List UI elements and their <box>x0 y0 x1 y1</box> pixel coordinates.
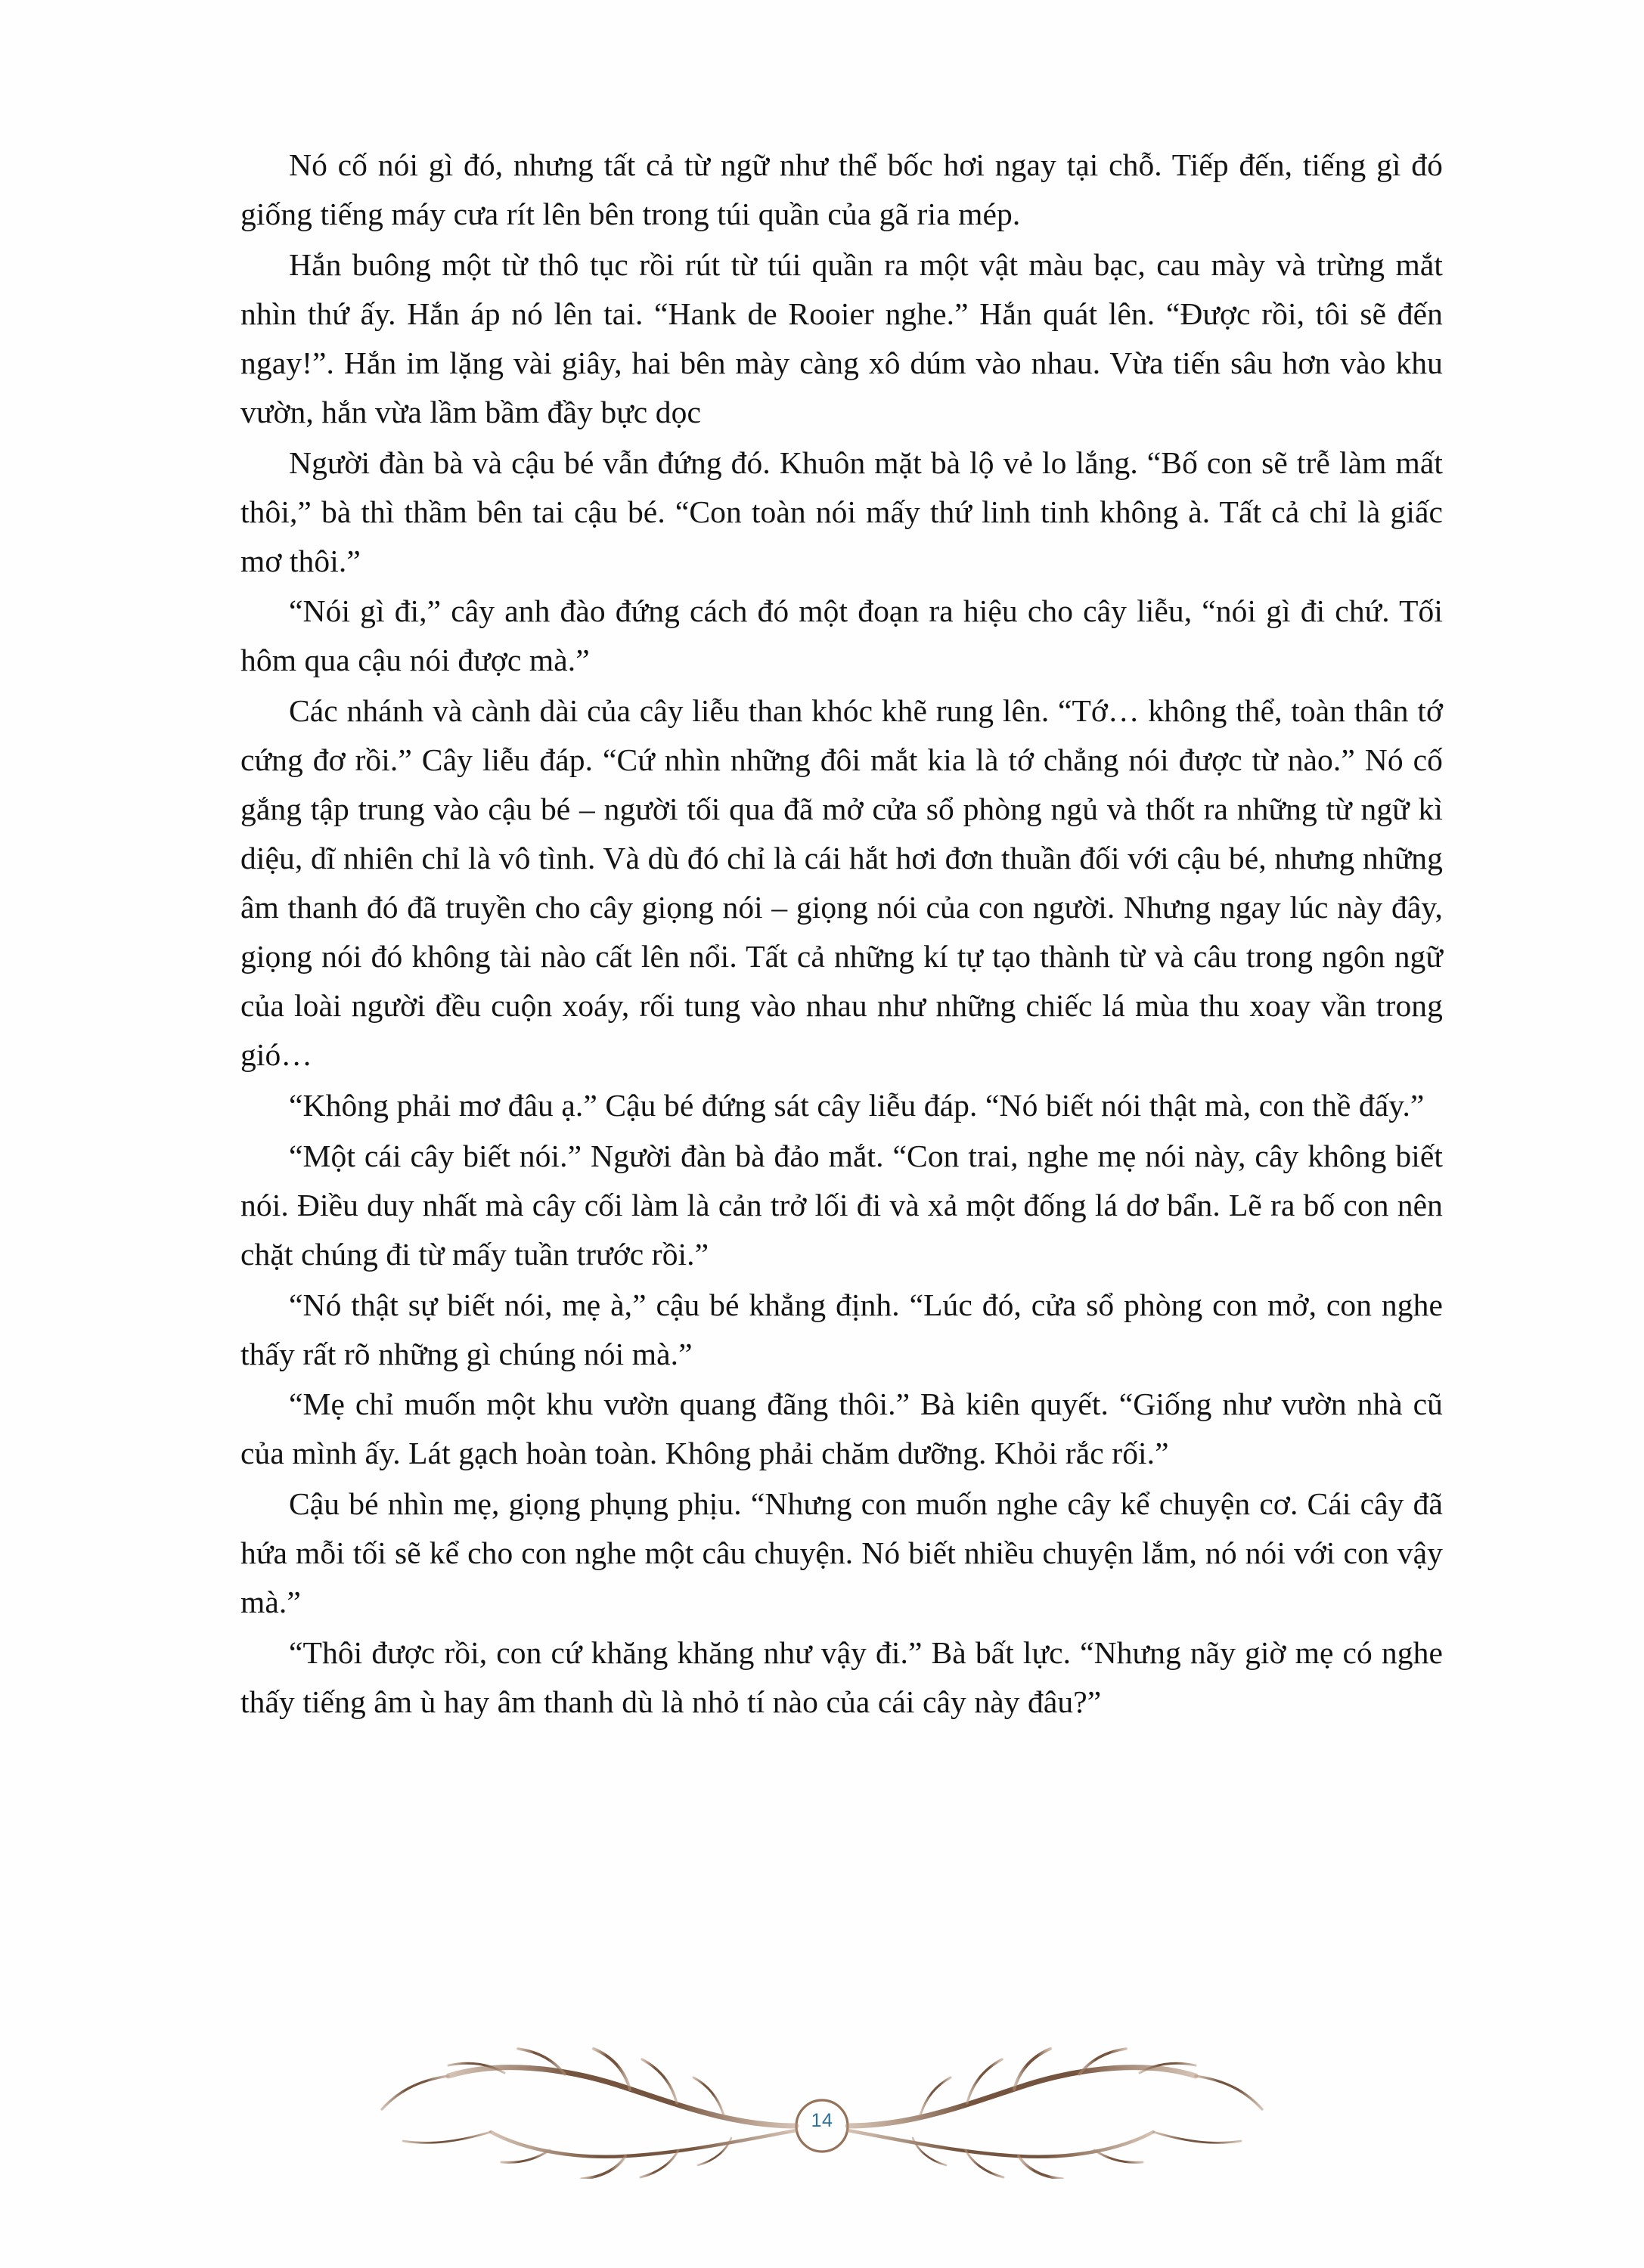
paragraph: Người đàn bà và cậu bé vẫn đứng đó. Khuôn mặt bà lộ vẻ lo lắng. “Bố con sẽ trễ làm mất thôi,” bà thì thầm bên tai cậu bé. “Con toàn nói mấy thứ linh tinh không à. Tất cả chỉ là giấc mơ thôi.” <box>240 445 1443 578</box>
paragraph: “Mẹ chỉ muốn một khu vườn quang đãng thôi.” Bà kiên quyết. “Giống như vườn nhà cũ của mình ấy. Lát gạch hoàn toàn. Không phải chăm dưỡng. Khỏi rắc rối.” <box>240 1387 1443 1471</box>
floral-flourish-ornament <box>376 2035 1268 2179</box>
paragraph: “Nói gì đi,” cây anh đào đứng cách đó một đoạn ra hiệu cho cây liễu, “nói gì đi chứ. Tối hôm qua cậu nói được mà.” <box>240 593 1443 678</box>
paragraph: Các nhánh và cành dài của cây liễu than khóc khẽ rung lên. “Tớ… không thể, toàn thân tớ cứng đơ rồi.” Cây liễu đáp. “Cứ nhìn những đôi mắt kia là tớ chẳng nói được từ nào.” Nó cố gắng tập trung vào cậu bé – người tối qua đã mở cửa sổ phòng ngủ và thốt ra những từ ngữ kì diệu, dĩ nhiên chỉ là vô tình. Và dù đó chỉ là cái hắt hơi đơn thuần đối với cậu bé, nhưng những âm thanh đó đã truyền cho cây giọng nói – giọng nói của con người. Nhưng ngay lúc này đây, giọng nói đó không tài nào cất lên nổi. Tất cả những kí tự tạo thành từ và câu trong ngôn ngữ của loài người đều cuộn xoáy, rối tung vào nhau như những chiếc lá mùa thu xoay vần trong gió… <box>240 693 1443 1072</box>
body-text-column <box>240 141 1443 1727</box>
paragraph: “Một cái cây biết nói.” Người đàn bà đảo mắt. “Con trai, nghe mẹ nói này, cây không biết nói. Điều duy nhất mà cây cối làm là cản trở lối đi và xả một đống lá dơ bẩn. Lẽ ra bố con nên chặt chúng đi từ mấy tuần trước rồi.” <box>240 1138 1443 1272</box>
page-number: 14 <box>811 2110 833 2131</box>
page-footer <box>0 2035 1644 2179</box>
paragraph: “Nó thật sự biết nói, mẹ à,” cậu bé khẳng định. “Lúc đó, cửa sổ phòng con mở, con nghe thấy rất rõ những gì chúng nói mà.” <box>240 1287 1443 1371</box>
paragraph: “Thôi được rồi, con cứ khăng khăng như vậy đi.” Bà bất lực. “Nhưng nãy giờ mẹ có nghe thấy tiếng âm ù hay âm thanh dù là nhỏ tí nào của cái cây này đâu?” <box>240 1635 1443 1720</box>
paragraph: Nó cố nói gì đó, nhưng tất cả từ ngữ như thể bốc hơi ngay tại chỗ. Tiếp đến, tiếng gì đó giống tiếng máy cưa rít lên bên trong túi quần của gã ria mép. <box>240 147 1443 231</box>
paragraph: “Không phải mơ đâu ạ.” Cậu bé đứng sát cây liễu đáp. “Nó biết nói thật mà, con thề đấy.” <box>289 1087 1425 1123</box>
paragraph: Hắn buông một từ thô tục rồi rút từ túi quần ra một vật màu bạc, cau mày và trừng mắt nhìn thứ ấy. Hắn áp nó lên tai. “Hank de Rooier nghe.” Hắn quát lên. “Được rồi, tôi sẽ đến ngay!”. Hắn im lặng vài giây, hai bên mày càng xô dúm vào nhau. Vừa tiến sâu hơn vào khu vườn, hắn vừa lầm bầm đầy bực dọc <box>240 246 1443 429</box>
paragraph: Cậu bé nhìn mẹ, giọng phụng phịu. “Nhưng con muốn nghe cây kể chuyện cơ. Cái cây đã hứa mỗi tối sẽ kể cho con nghe một câu chuyện. Nó biết nhiều chuyện lắm, nó nói với con vậy mà.” <box>240 1486 1443 1620</box>
